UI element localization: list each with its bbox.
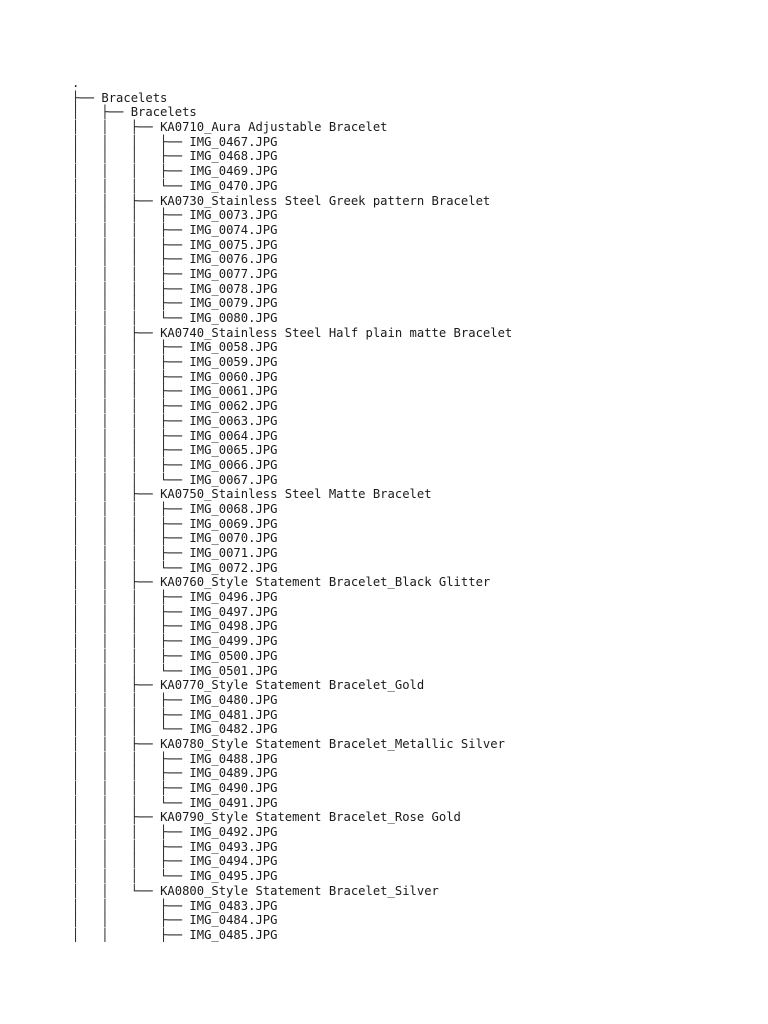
file-name: IMG_0490.JPG: [189, 781, 278, 795]
file-item: [72, 135, 512, 150]
file-name: IMG_0480.JPG: [189, 692, 278, 707]
tree-connector: │ │ ├──: [72, 575, 161, 590]
tree-connector: │ │ │ ├──: [72, 266, 190, 281]
tree-connector: │ │ │ └──: [72, 663, 190, 678]
file-name: IMG_0072.JPG: [189, 560, 278, 575]
folder-name: KA0790_Style Statement Bracelet_Rose Gold: [160, 810, 461, 825]
file-name: IMG_0066.JPG: [189, 457, 278, 472]
file-name: IMG_0498.JPG: [189, 619, 278, 634]
file-item: [72, 693, 512, 708]
file-item: [72, 825, 512, 840]
folder-item: [72, 120, 512, 135]
file-name: IMG_0482.JPG: [189, 722, 278, 737]
folder-item: [72, 810, 512, 825]
file-item: [72, 664, 512, 679]
file-name: IMG_0489.JPG: [189, 766, 278, 781]
file-item: [72, 355, 512, 370]
file-item: [72, 899, 512, 914]
file-item: [72, 443, 512, 458]
tree-connector: │ │ │ ├──: [72, 707, 190, 722]
file-item: [72, 473, 512, 488]
file-name: IMG_0494.JPG: [189, 854, 278, 869]
tree-connector: │ │ │ ├──: [72, 825, 190, 840]
tree-root: [72, 76, 512, 91]
tree-connector: ├──: [72, 90, 102, 105]
tree-connector: │ │ ├──: [72, 193, 161, 208]
tree-connector: │ │ │ ├──: [72, 619, 190, 634]
file-name: IMG_0079.JPG: [189, 296, 278, 311]
tree-connector: │ │ │ └──: [72, 560, 190, 575]
file-name: IMG_0077.JPG: [189, 266, 278, 281]
file-item: [72, 179, 512, 194]
file-name: IMG_0060.JPG: [189, 369, 278, 384]
tree-connector: │ │ │ └──: [72, 472, 190, 487]
file-item: [72, 267, 512, 282]
tree-connector: │ │ │ ├──: [72, 149, 190, 164]
tree-connector: │ │ │ ├──: [72, 384, 190, 399]
tree-connector: │ │ │ ├──: [72, 369, 190, 384]
file-item: [72, 296, 512, 311]
tree-connector: │ │ │ ├──: [72, 413, 190, 428]
file-item: [72, 399, 512, 414]
folder-item: [72, 575, 512, 590]
tree-connector: │ │ │ └──: [72, 178, 190, 193]
file-item: [72, 384, 512, 399]
file-item: [72, 370, 512, 385]
file-name: IMG_0497.JPG: [189, 604, 278, 619]
tree-connector: │ │ │ └──: [72, 795, 190, 810]
file-item: [72, 561, 512, 576]
tree-connector: │ │ │ ├──: [72, 531, 190, 546]
tree-connector: │ │ ├──: [72, 120, 161, 135]
folder-name: Bracelets: [130, 105, 197, 120]
folder-item: [72, 737, 512, 752]
file-name: IMG_0484.JPG: [189, 913, 278, 928]
file-name: IMG_0061.JPG: [189, 384, 278, 399]
file-name: IMG_0493.JPG: [189, 839, 278, 854]
file-item: [72, 781, 512, 796]
folder-item: [72, 105, 512, 120]
folder-name: KA0750_Stainless Steel Matte Bracelet: [160, 487, 432, 502]
tree-connector: │ │ │ ├──: [72, 854, 190, 869]
folder-item: [72, 194, 512, 209]
file-item: [72, 311, 512, 326]
folder-item: [72, 884, 512, 899]
tree-connector: │ │ ├──: [72, 487, 161, 502]
tree-connector: │ │ ├──: [72, 736, 161, 751]
folder-name: KA0740_Stainless Steel Half plain matte Bracelet: [160, 325, 513, 340]
tree-connector: │ │ │ ├──: [72, 839, 190, 854]
file-item: [72, 164, 512, 179]
tree-connector: │ │ │ ├──: [72, 590, 190, 605]
file-item: [72, 766, 512, 781]
tree-connector: │ │ │ ├──: [72, 281, 190, 296]
file-name: IMG_0063.JPG: [189, 413, 278, 428]
tree-connector: │ │ │ ├──: [72, 766, 190, 781]
tree-connector: │ │ ├──: [72, 913, 190, 928]
file-name: IMG_0080.JPG: [189, 311, 278, 325]
folder-name: KA0730_Stainless Steel Greek pattern Bracelet: [160, 193, 491, 208]
tree-connector: │ │ ├──: [72, 810, 161, 825]
tree-connector: │ │ │ ├──: [72, 692, 190, 707]
file-item: [72, 590, 512, 605]
file-name: IMG_0067.JPG: [189, 472, 278, 487]
tree-connector: │ │ │ ├──: [72, 222, 190, 237]
file-name: IMG_0499.JPG: [189, 634, 278, 649]
file-item: [72, 458, 512, 473]
file-item: [72, 208, 512, 223]
file-name: IMG_0500.JPG: [189, 648, 278, 663]
file-item: [72, 546, 512, 561]
file-item: [72, 796, 512, 811]
tree-connector: │ │ └──: [72, 883, 161, 898]
tree-connector: │ │ │ ├──: [72, 546, 190, 560]
file-name: IMG_0076.JPG: [189, 252, 278, 267]
tree-connector: │ │ │ ├──: [72, 296, 190, 311]
file-item: [72, 282, 512, 297]
tree-connector: │ │ ├──: [72, 325, 161, 340]
file-item: [72, 238, 512, 253]
file-name: IMG_0074.JPG: [189, 222, 278, 237]
file-name: IMG_0481.JPG: [189, 707, 278, 722]
file-item: [72, 708, 512, 723]
tree-connector: │ │ │ ├──: [72, 208, 190, 223]
file-name: IMG_0062.JPG: [189, 399, 278, 414]
file-item: [72, 414, 512, 429]
file-name: IMG_0070.JPG: [189, 531, 278, 546]
file-name: IMG_0073.JPG: [189, 208, 278, 223]
tree-connector: │ │ │ ├──: [72, 237, 190, 252]
folder-item: [72, 678, 512, 693]
tree-connector: │ │ │ ├──: [72, 340, 190, 355]
folder-name: KA0760_Style Statement Bracelet_Black Glitter: [160, 575, 491, 590]
folder-item: [72, 326, 512, 341]
tree-connector: │ │ │ └──: [72, 869, 190, 884]
file-name: IMG_0470.JPG: [189, 178, 278, 193]
tree-connector: │ │ │ ├──: [72, 399, 190, 414]
tree-connector: │ ├──: [72, 105, 131, 120]
tree-connector: │ │ │ ├──: [72, 428, 190, 443]
tree-connector: │ │ │ ├──: [72, 516, 190, 531]
file-item: [72, 340, 512, 355]
file-name: IMG_0501.JPG: [189, 663, 278, 678]
folder-name: KA0770_Style Statement Bracelet_Gold: [160, 678, 425, 693]
folder-name: KA0800_Style Statement Bracelet_Silver: [160, 883, 439, 898]
file-item: [72, 752, 512, 767]
tree-connector: │ │ │ ├──: [72, 634, 190, 649]
tree-connector: │ │ ├──: [72, 927, 190, 942]
file-item: [72, 913, 512, 928]
tree-connector: │ │ │ ├──: [72, 252, 190, 267]
file-name: IMG_0071.JPG: [189, 546, 278, 560]
file-name: IMG_0064.JPG: [189, 428, 278, 443]
tree-connector: │ │ │ ├──: [72, 604, 190, 619]
file-item: [72, 531, 512, 546]
file-name: IMG_0468.JPG: [189, 149, 278, 164]
file-item: [72, 517, 512, 532]
file-name: IMG_0059.JPG: [189, 355, 278, 370]
file-name: IMG_0068.JPG: [189, 501, 278, 516]
file-name: IMG_0078.JPG: [189, 281, 278, 296]
folder-name: KA0710_Aura Adjustable Bracelet: [160, 120, 388, 135]
tree-connector: │ │ ├──: [72, 678, 161, 693]
tree-connector: │ │ │ ├──: [72, 164, 190, 179]
file-item: [72, 634, 512, 649]
tree-connector: │ │ │ ├──: [72, 648, 190, 663]
folder-item: [72, 91, 512, 106]
folder-item: [72, 487, 512, 502]
file-item: [72, 928, 512, 943]
folder-name: Bracelets: [101, 90, 168, 105]
file-name: IMG_0483.JPG: [189, 898, 278, 913]
file-name: IMG_0058.JPG: [189, 340, 278, 355]
file-name: IMG_0492.JPG: [189, 825, 278, 840]
tree-connector: │ │ │ ├──: [72, 751, 190, 766]
file-name: IMG_0488.JPG: [189, 751, 278, 766]
file-name: IMG_0069.JPG: [189, 516, 278, 531]
file-item: [72, 854, 512, 869]
directory-tree: [72, 76, 512, 943]
file-item: [72, 502, 512, 517]
file-item: [72, 252, 512, 267]
file-item: [72, 619, 512, 634]
folder-name: KA0780_Style Statement Bracelet_Metallic Silver: [160, 736, 505, 751]
tree-connector: │ │ ├──: [72, 898, 190, 913]
tree-connector: │ │ │ ├──: [72, 781, 190, 795]
file-item: [72, 149, 512, 164]
tree-connector: │ │ │ └──: [72, 311, 190, 325]
file-item: [72, 429, 512, 444]
file-name: IMG_0491.JPG: [189, 795, 278, 810]
file-item: [72, 722, 512, 737]
file-item: [72, 223, 512, 238]
file-name: IMG_0485.JPG: [189, 927, 278, 942]
file-name: IMG_0495.JPG: [189, 869, 278, 884]
file-name: IMG_0075.JPG: [189, 237, 278, 252]
file-name: IMG_0467.JPG: [189, 134, 278, 149]
file-item: [72, 840, 512, 855]
tree-connector: │ │ │ ├──: [72, 355, 190, 370]
tree-connector: │ │ │ ├──: [72, 457, 190, 472]
file-name: IMG_0065.JPG: [189, 443, 278, 458]
tree-connector: │ │ │ └──: [72, 722, 190, 737]
file-item: [72, 605, 512, 620]
tree-connector: │ │ │ ├──: [72, 501, 190, 516]
file-item: [72, 869, 512, 884]
file-name: IMG_0496.JPG: [189, 590, 278, 605]
file-item: [72, 649, 512, 664]
folder-name: .: [72, 76, 80, 90]
file-name: IMG_0469.JPG: [189, 164, 278, 179]
tree-connector: │ │ │ ├──: [72, 134, 190, 149]
tree-connector: │ │ │ ├──: [72, 443, 190, 458]
